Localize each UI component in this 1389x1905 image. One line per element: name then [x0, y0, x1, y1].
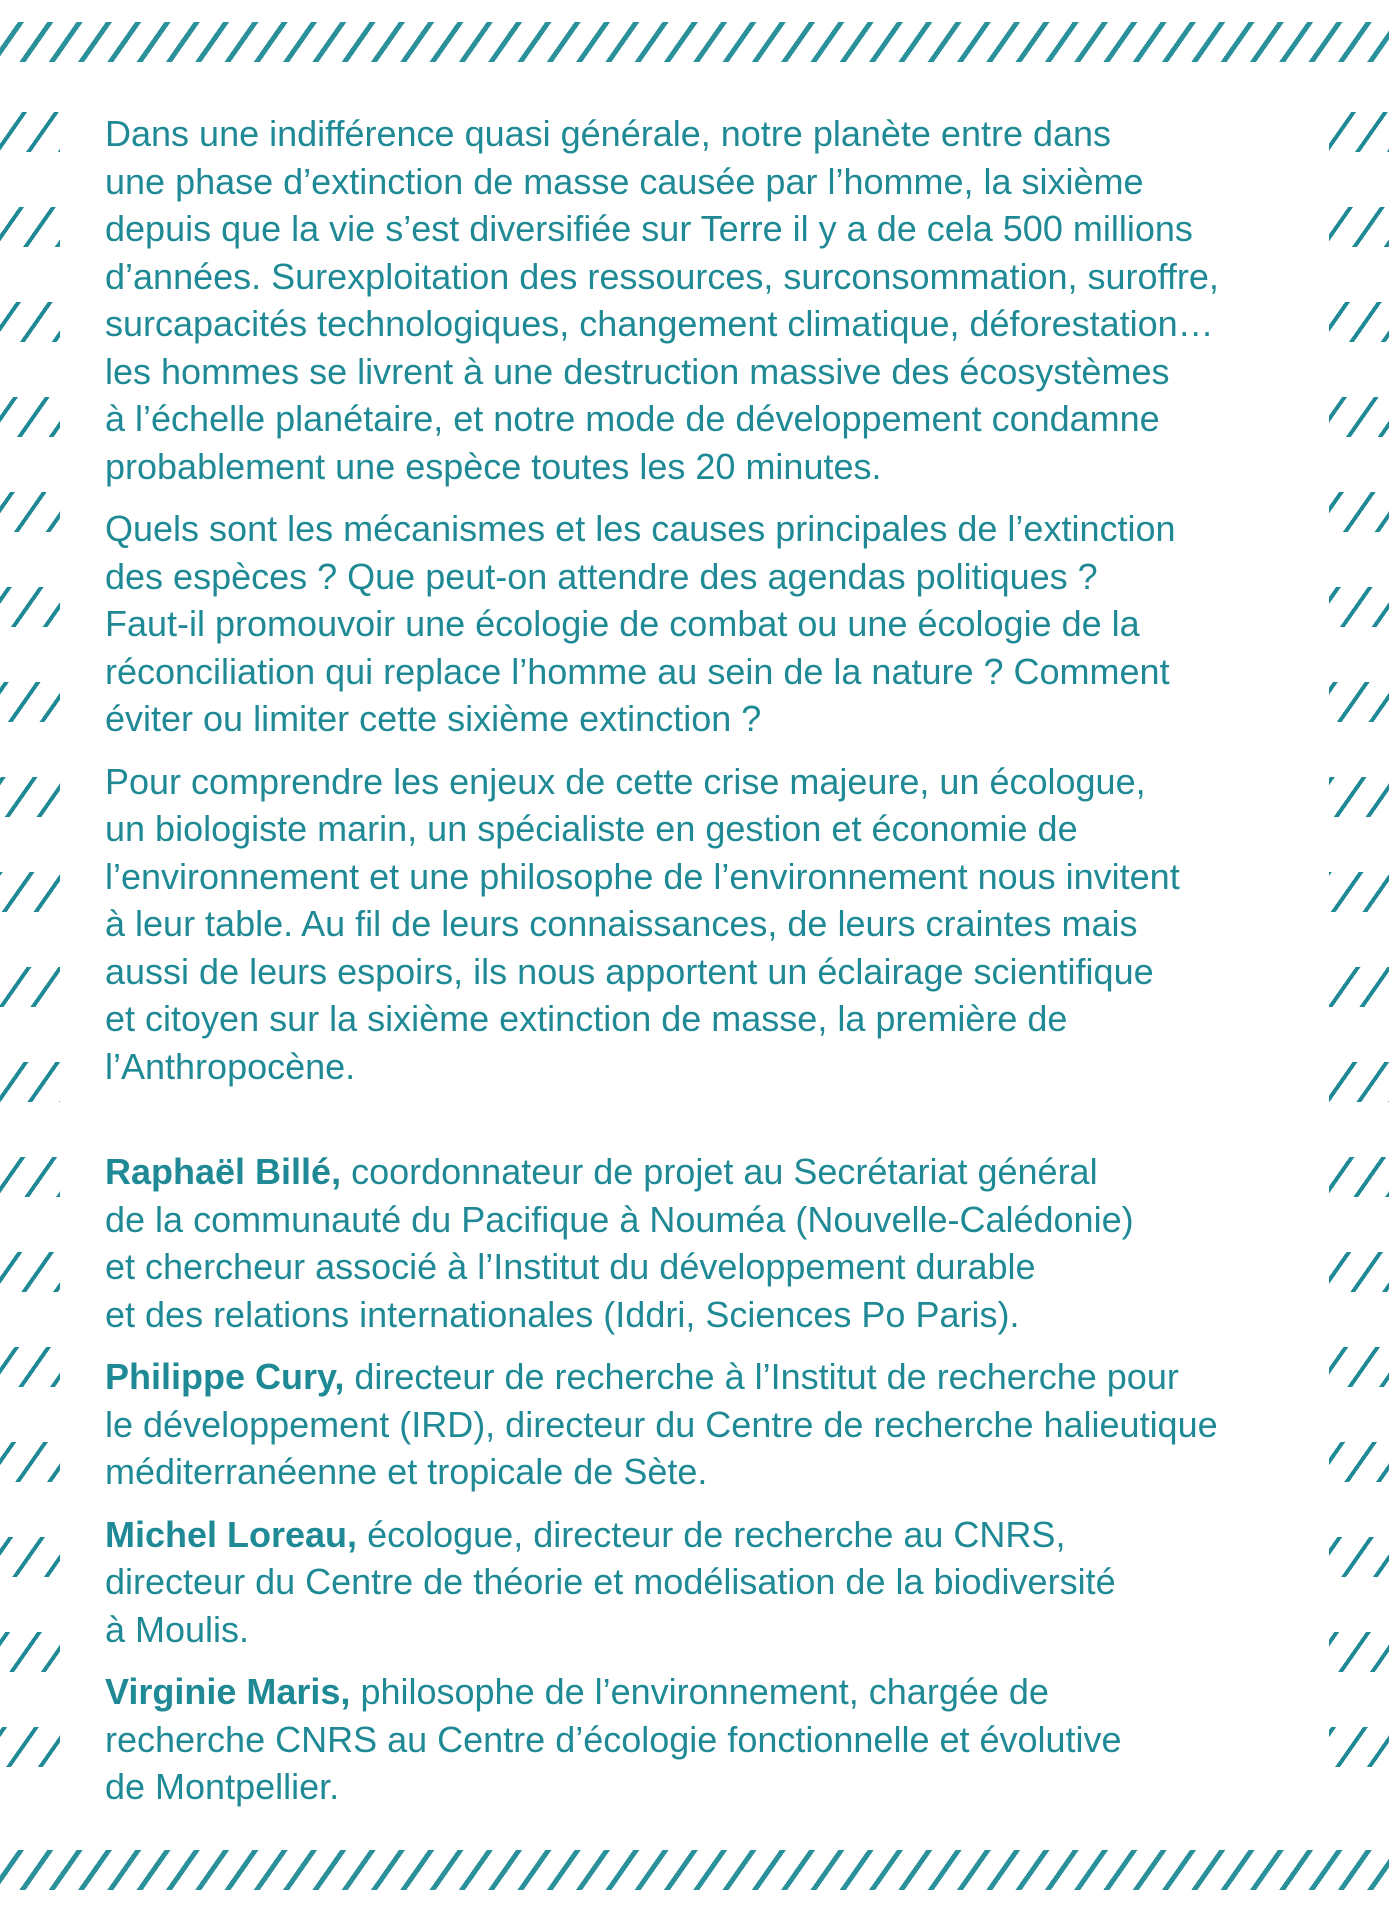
text-line: une phase d’extinction de masse causée par l’homme, la sixième — [105, 160, 1144, 202]
text-line: probablement une espèce toutes les 20 minutes. — [105, 445, 882, 487]
text-line: des espèces ? Que peut-on attendre des agendas politiques ? — [105, 555, 1098, 597]
text-column — [105, 110, 1305, 1826]
text-line: les hommes se livrent à une destruction massive des écosystèmes — [105, 350, 1170, 392]
author-bio-loreau — [105, 1511, 1305, 1654]
text-line — [105, 1668, 1305, 1716]
text-line: et citoyen sur la sixième extinction de masse, la première de — [105, 998, 1068, 1039]
text-line: directeur du Centre de théorie et modélisation de la biodiversité — [105, 1561, 1116, 1602]
text-line: de Montpellier. — [105, 1766, 340, 1807]
text-line: Dans une indifférence quasi générale, notre planète entre dans — [105, 113, 1112, 154]
top-border-pattern — [0, 22, 1389, 62]
text-line: le développement (IRD), directeur du Centre de recherche halieutique — [105, 1403, 1218, 1445]
text-line: recherche CNRS au Centre d’écologie fonctionnelle et évolutive — [105, 1718, 1122, 1760]
text-line: l’environnement et une philosophe de l’environnement nous invitent — [105, 855, 1180, 897]
text-line — [105, 1148, 1305, 1196]
text-line: aussi de leurs espoirs, ils nous apportent un éclairage scientifique — [105, 950, 1154, 992]
questions-paragraph — [105, 505, 1305, 743]
intro-paragraph — [105, 110, 1305, 490]
author-bio-maris — [105, 1668, 1305, 1811]
author-bio-cury — [105, 1353, 1305, 1496]
text-line: méditerranéenne et tropicale de Sète. — [105, 1451, 708, 1492]
text-line: réconciliation qui replace l’homme au sein de la nature ? Comment — [105, 650, 1170, 692]
text-line: éviter ou limiter cette sixième extinction ? — [105, 698, 762, 739]
author-role: coordonnateur de projet au Secrétariat général — [341, 1151, 1098, 1192]
text-line: à l’échelle planétaire, et notre mode de développement condamne — [105, 398, 1160, 439]
text-line — [105, 1353, 1305, 1401]
text-line: à leur table. Au fil de leurs connaissances, de leurs craintes mais — [105, 903, 1138, 944]
text-line: surcapacités technologiques, changement climatique, déforestation… — [105, 303, 1214, 344]
text-line: de la communauté du Pacifique à Nouméa (Nouvelle-Calédonie) — [105, 1198, 1134, 1240]
text-line: Pour comprendre les enjeux de cette crise majeure, un écologue, — [105, 760, 1146, 802]
author-role: directeur de recherche à l’Institut de recherche pour — [344, 1356, 1179, 1397]
text-line: depuis que la vie s’est diversifiée sur Terre il y a de cela 500 millions — [105, 208, 1193, 249]
text-line: l’Anthropocène. — [105, 1045, 356, 1087]
text-line: et chercheur associé à l’Institut du développement durable — [105, 1246, 1036, 1287]
text-line: et des relations internationales (Iddri, Sciences Po Paris). — [105, 1293, 1020, 1335]
author-name: Raphaël Billé, — [105, 1151, 342, 1192]
text-line: d’années. Surexploitation des ressources, surconsommation, suroffre, — [105, 255, 1219, 297]
text-line: à Moulis. — [105, 1608, 250, 1650]
author-bio-bille — [105, 1148, 1305, 1338]
author-role: écologue, directeur de recherche au CNRS, — [357, 1513, 1066, 1555]
context-paragraph — [105, 758, 1305, 1091]
author-role: philosophe de l’environnement, chargée de — [350, 1671, 1049, 1712]
bottom-border-pattern — [0, 1850, 1389, 1890]
right-border-pattern — [1329, 112, 1389, 1812]
author-name: Virginie Maris, — [105, 1671, 351, 1712]
text-line: Quels sont les mécanismes et les causes principales de l’extinction — [105, 508, 1176, 549]
author-name: Philippe Cury, — [105, 1356, 345, 1397]
left-border-pattern — [0, 112, 60, 1812]
text-line: un biologiste marin, un spécialiste en gestion et économie de — [105, 808, 1078, 849]
text-line: Faut-il promouvoir une écologie de combat ou une écologie de la — [105, 603, 1140, 644]
text-line — [105, 1511, 1305, 1559]
author-name: Michel Loreau, — [105, 1513, 358, 1555]
